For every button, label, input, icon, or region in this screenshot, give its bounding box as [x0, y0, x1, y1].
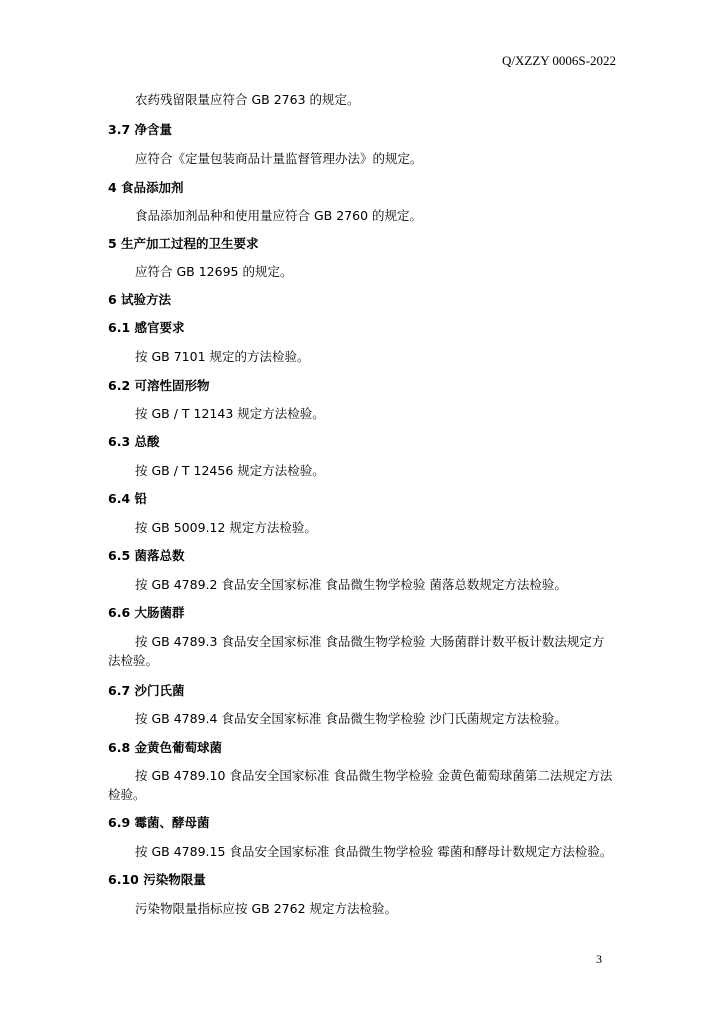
heading-6-7: 6.7 沙门氏菌 — [108, 683, 185, 698]
paragraph-6-8-line1: 按 GB 4789.10 食品安全国家标准 食品微生物学检验 金黄色葡萄球菌第二法规定方法 — [135, 768, 613, 783]
paragraph-4: 食品添加剂品种和使用量应符合 GB 2760 的规定。 — [135, 208, 422, 223]
paragraph-6-2: 按 GB / T 12143 规定方法检验。 — [135, 406, 325, 421]
paragraph-pesticide-residue: 农药残留限量应符合 GB 2763 的规定。 — [135, 92, 360, 107]
heading-6-5: 6.5 菌落总数 — [108, 548, 185, 563]
paragraph-6-6-line1: 按 GB 4789.3 食品安全国家标准 食品微生物学检验 大肠菌群计数平板计数法规定方 — [135, 634, 605, 649]
page-number: 3 — [596, 952, 602, 966]
paragraph-6-4: 按 GB 5009.12 规定方法检验。 — [135, 520, 317, 535]
heading-6-2: 6.2 可溶性固形物 — [108, 378, 210, 393]
paragraph-6-6-line2: 法检验。 — [108, 653, 159, 668]
heading-6-1: 6.1 感官要求 — [108, 320, 185, 335]
paragraph-6-3: 按 GB / T 12456 规定方法检验。 — [135, 463, 325, 478]
heading-5: 5 生产加工过程的卫生要求 — [108, 236, 259, 251]
paragraph-6-7: 按 GB 4789.4 食品安全国家标准 食品微生物学检验 沙门氏菌规定方法检验。 — [135, 711, 567, 726]
heading-6-4: 6.4 铅 — [108, 491, 147, 506]
paragraph-6-5: 按 GB 4789.2 食品安全国家标准 食品微生物学检验 菌落总数规定方法检验。 — [135, 577, 567, 592]
document-code: Q/XZZY 0006S-2022 — [502, 53, 616, 68]
heading-3-7: 3.7 净含量 — [108, 122, 172, 137]
heading-6-6: 6.6 大肠菌群 — [108, 605, 185, 620]
paragraph-6-10: 污染物限量指标应按 GB 2762 规定方法检验。 — [135, 901, 397, 916]
paragraph-6-9: 按 GB 4789.15 食品安全国家标准 食品微生物学检验 霉菌和酵母计数规定方法检验。 — [135, 844, 613, 859]
paragraph-6-8-line2: 检验。 — [108, 787, 146, 802]
heading-6-10: 6.10 污染物限量 — [108, 872, 206, 887]
heading-6-8: 6.8 金黄色葡萄球菌 — [108, 740, 222, 755]
heading-6-9: 6.9 霉菌、酵母菌 — [108, 815, 210, 830]
heading-6-3: 6.3 总酸 — [108, 434, 160, 449]
paragraph-5: 应符合 GB 12695 的规定。 — [135, 264, 293, 279]
paragraph-3-7: 应符合《定量包装商品计量监督管理办法》的规定。 — [135, 151, 423, 166]
heading-4: 4 食品添加剂 — [108, 180, 184, 195]
paragraph-6-1: 按 GB 7101 规定的方法检验。 — [135, 349, 310, 364]
heading-6: 6 试验方法 — [108, 292, 172, 307]
